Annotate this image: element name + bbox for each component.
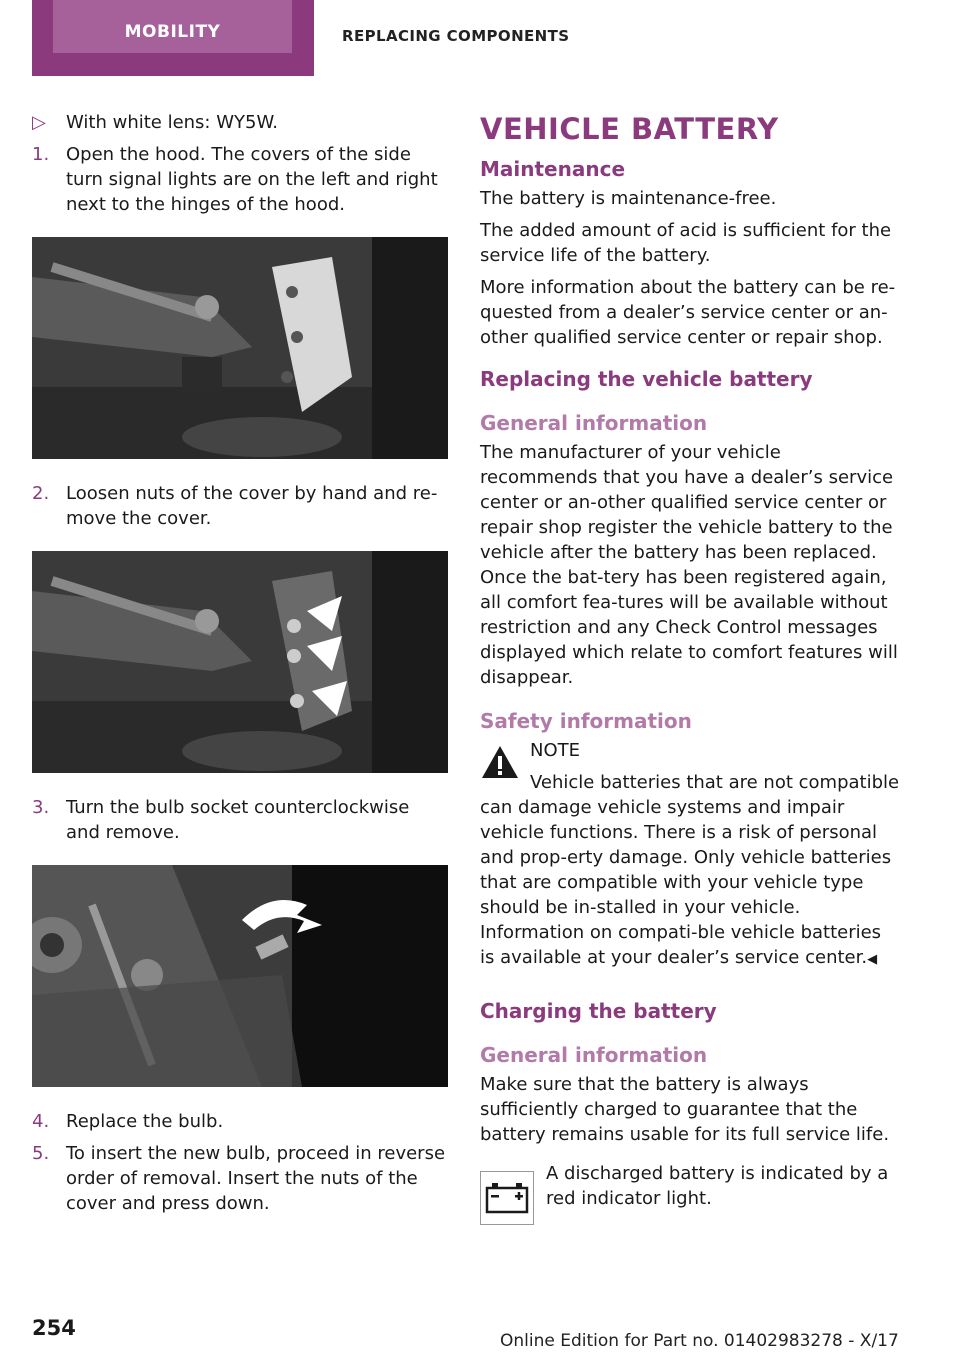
list-item-text: To insert the new bulb, proceed in reverse order of removal. Insert the nuts of the cover and press down. [66, 1143, 446, 1214]
section-label: REPLACING COMPONENTS [342, 27, 570, 45]
step-number: 4. [32, 1111, 50, 1132]
indicator-text: A discharged battery is indicated by a red indicator light. [546, 1163, 889, 1209]
list-item-text: Loosen nuts of the cover by hand and re‐move the cover. [66, 483, 438, 529]
step-number: 1. [32, 144, 50, 165]
list-item [32, 795, 448, 845]
battery-indicator-icon [480, 1171, 534, 1225]
subheading-general-information: General information [480, 1043, 708, 1067]
paragraph: The manufacturer of your vehicle recommends that you have a dealer’s service center or an‐other qualified service center or repair shop register the vehicle battery to the vehicle after the battery has been replaced. Once the bat‐tery has been registered again, all comfort fea‐tures will be available without restriction and any Check Control messages displayed which relate to comfort features will disappear. [480, 442, 898, 688]
page-number: 254 [32, 1316, 76, 1340]
list-item [32, 481, 448, 531]
indicator-block [480, 1161, 900, 1221]
paragraph: More information about the battery can be re‐quested from a dealer’s service center or an‐other qualified service center or repair shop. [480, 277, 896, 348]
paragraph: The added amount of acid is sufficient for the service life of the battery. [480, 220, 892, 266]
note-text-first-line: Vehicle batteries that are not compatible [530, 772, 900, 793]
bulb-socket-photo [32, 865, 448, 1087]
list-item [32, 142, 448, 217]
chapter-label: MOBILITY [124, 22, 221, 42]
left-column [32, 110, 448, 1223]
list-item-text: Open the hood. The covers of the side turn signal lights are on the left and right next to the hinges of the hood. [66, 144, 438, 215]
list-item [32, 1109, 448, 1134]
step-number: 5. [32, 1143, 50, 1164]
subheading-general-information: General information [480, 411, 708, 435]
subheading-safety-information: Safety information [480, 709, 692, 733]
list-item [32, 110, 448, 135]
footer-edition: Online Edition for Part no. 01402983278 - X/17 [500, 1331, 899, 1351]
list-item [32, 1141, 448, 1216]
list-item-text: With white lens: WY5W. [66, 112, 278, 133]
note-title: NOTE [530, 740, 581, 761]
paragraph: Make sure that the battery is always sufficiently charged to guarantee that the battery remains usable for its full service life. [480, 1074, 890, 1145]
end-mark-icon: ◀ [867, 952, 878, 967]
note-text: can damage vehicle systems and impair vehicle functions. There is a risk of personal and prop‐erty damage. Only vehicle batteries that are compatible with your vehicle type should be in‐stalled in your vehicle. Information on compati‐ble vehicle batteries is available at your dealer’s service center. [480, 797, 892, 968]
cover-nuts-photo [32, 551, 448, 773]
list-item-text: Turn the bulb socket counterclockwise and remove. [66, 797, 410, 843]
right-column [480, 110, 900, 1221]
note-block [480, 738, 900, 972]
heading-replacing: Replacing the vehicle battery [480, 367, 813, 391]
heading-maintenance: Maintenance [480, 157, 626, 181]
step-number: 3. [32, 797, 50, 818]
list-item-text: Replace the bulb. [66, 1111, 224, 1132]
step-number: 2. [32, 483, 50, 504]
page-title: VEHICLE BATTERY [480, 112, 779, 146]
warning-triangle-icon [480, 744, 520, 780]
triangle-bullet-icon: ▷ [32, 112, 46, 133]
heading-charging: Charging the battery [480, 999, 717, 1023]
paragraph: The battery is maintenance-free. [480, 188, 777, 209]
hood-cover-photo [32, 237, 448, 459]
